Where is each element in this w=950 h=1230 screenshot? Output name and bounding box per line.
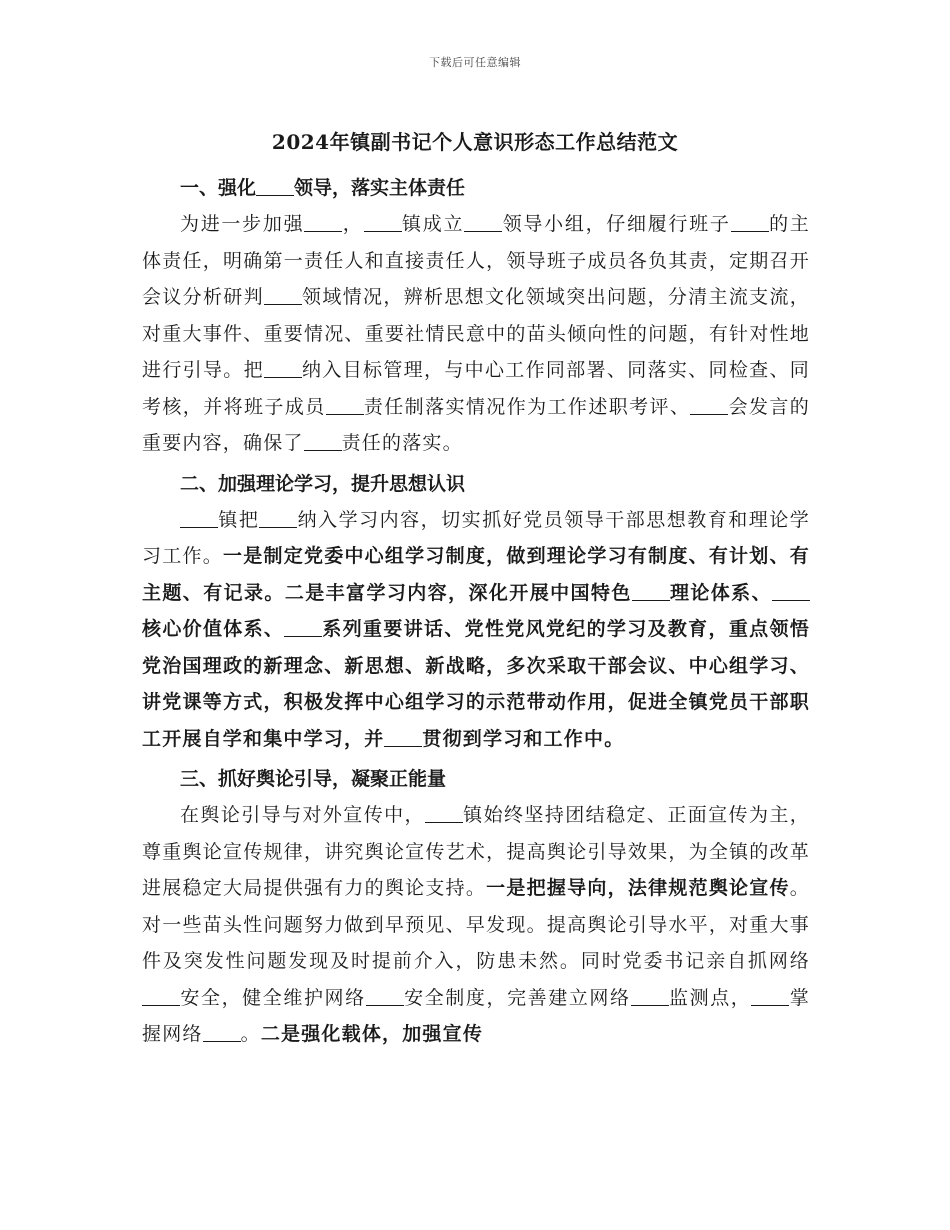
- section-1-heading: 一、强化 领导，落实主体责任: [142, 170, 810, 206]
- header-note: 下载后可任意编辑: [429, 56, 521, 69]
- section-2-heading: 二、加强理论学习，提升思想认识: [180, 472, 466, 495]
- blank: [631, 984, 669, 1006]
- blank: [326, 393, 364, 415]
- section-3-heading: 三、抓好舆论引导，凝聚正能量: [180, 768, 447, 790]
- blank: [203, 1020, 241, 1042]
- blank: [384, 725, 422, 747]
- section-3-paragraph: 在舆论引导与对外宣传中， 镇始终坚持团结稳定、正面宣传为主，尊重舆论宣传规律，讲究舆论宣传艺术，提高舆论引导效果，为全镇的改革进展稳定大局提供强有力的舆论支持。一是把握导向，法律规范舆论宣传。对一些苗头性问题努力做到早预见、早发现。提高舆论引导水平，对重大事件及突发性问题发现及时提前介入，防患未然。同时党委书记亲自抓网络安全，健全维护网络 安全制度，完善建立网络 监测点， 掌握网络 。二是强化载体，加强宣传: [142, 797, 810, 1053]
- section-1-paragraph: 为进一步加强 ， 镇成立 领导小组，仔细履行班子 的主体责任，明确第一责任人和直接责任人，领导班子成员各负其责，定期召开会议分析研判 领域情况，辨析思想文化领域突出问题，分清主流支流，对重大事件、重要情况、重要社情民意中的苗头倾向性的问题，有针对性地进行引导。把 纳入目标管理，与中心工作同部署、同落实、同检查、同考核，并将班子成员 责任制落实情况作为工作述职考评、 会发言的重要内容，确保了 责任的落实。: [142, 206, 810, 462]
- blank: [366, 984, 404, 1006]
- blank: [256, 174, 294, 196]
- blank: [632, 579, 670, 601]
- blank: [304, 210, 342, 232]
- section-2-paragraph: 镇把 纳入学习内容，切实抓好党员领导干部思想教育和理论学习工作。一是制定党委中心组学习制度，做到理论学习有制度、有计划、有主题、有记录。二是丰富学习内容，深化开展中国特色 理论体系、核心价值体系、 系列重要讲话、党性党风党纪的学习及教育，重点领悟党治国理政的新理念、新思想、新战略，多次采取干部会议、中心组学习、讲党课等方式，积极发挥中心组学习的示范带动作用，促进全镇党员干部职工开展自学和集中学习，并 贯彻到学习和工作中。: [142, 502, 810, 758]
- blank: [731, 210, 769, 232]
- blank: [751, 984, 789, 1006]
- blank: [259, 506, 297, 528]
- blank: [304, 429, 342, 451]
- blank: [180, 506, 218, 528]
- document-body: [142, 166, 810, 1053]
- blank: [425, 801, 463, 823]
- blank: [142, 984, 180, 1006]
- blank: [464, 210, 502, 232]
- blank: [264, 356, 302, 378]
- blank: [264, 283, 302, 305]
- document-title: 2024年镇副书记个人意识形态工作总结范文: [271, 130, 679, 154]
- blank: [772, 579, 810, 601]
- blank: [364, 210, 402, 232]
- blank: [690, 393, 728, 415]
- blank: [284, 615, 322, 637]
